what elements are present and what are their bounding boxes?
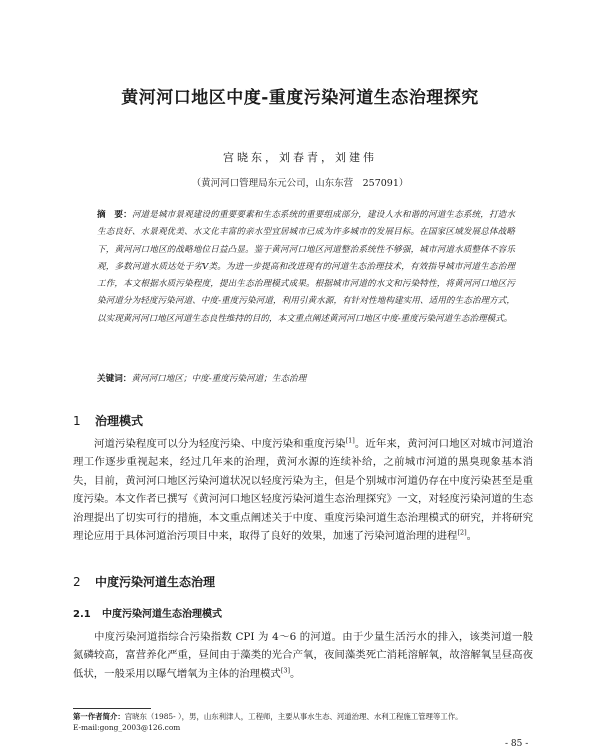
paragraph-text: 。近年来，黄河河口地区对城市河道治理工作逐步重视起来，经过几年来的治理，黄河水源的连续补给，之前城市河道的黑臭现象基本消失，目前，黄河河口地区污染河道状况以轻度污染为主，但是个别城市河道仍存在中度污染甚至是重度污染。本文作者已撰写《黄河河口地区轻度污染河道生态治理探究》一文，对轻度污染河道的生态治理提出了切实可行的措施，本文重点阐述关于中度、重度污染河道生态治理模式的研究，并将研究理论应用于具体河道治污项目中来，取得了良好的效果，加速了污染河道治理的进程	[73, 438, 533, 543]
paragraph-text: 。	[466, 530, 478, 543]
footnote-text: 宫晓东（1985- ），男，山东利津人，工程师，主要从事水生态、河道治理、水利工程施工管理等工作。	[124, 712, 463, 721]
citation: [2]	[457, 528, 467, 537]
paper-authors: 宫晓东，刘春青，刘建伟	[223, 151, 377, 164]
section-2-number: 2	[73, 575, 81, 589]
paper-title: 黄河河口地区中度-重度污染河道生态治理探究	[121, 88, 479, 108]
paragraph-text: 。	[290, 667, 301, 680]
citation: [3]	[280, 666, 291, 675]
abstract-text: 河道是城市景观建设的重要要素和生态系统的重要组成部分，建设人水和谐的河道生态系统，打造水生态良好、水景观优美、水文化丰富的亲水型宜居城市已成为许多城市的发展目标。在国家区域发展总体战略下，黄河河口地区的战略地位日益凸显。鉴于黄河河口地区河道整治系统性不够强，城市河道水质整体不容乐观，多数河道水质达处于劣Ⅴ类。为进一步提高和改进现有的河道生态治理技术，有效指导城市河道生态治理工作，本文根据水质污染程度，提出生态治理模式成果。根据城市河道的水文和污染特性，将黄河河口地区污染河道分为轻度污染河道、中度-重度污染河道，利用引黄水源，有针对性地构建实用、适用的生态治理方式，以实现黄河河口地区河道生态良性维持的目的，本文重点阐述黄河河口地区中度-重度污染河道生态治理模式。	[97, 210, 515, 324]
keywords-text: 黄河河口地区；中度-重度污染河道；生态治理	[131, 374, 307, 384]
footnote-divider	[73, 708, 151, 709]
section-1-heading	[73, 412, 143, 429]
section-1-number: 1	[73, 414, 81, 428]
section-2-title: 中度污染河道生态治理	[95, 575, 216, 589]
footnote-email: E-mail:gong_2003@126.com	[73, 723, 181, 732]
footnote-label: 第一作者简介：	[73, 712, 125, 721]
footnote	[73, 711, 543, 733]
section-1-title: 治理模式	[95, 414, 144, 428]
citation: [1]	[345, 436, 355, 445]
paragraph-text: 中度污染河道指综合污染指数 CPI 为 4～6 的河道。由于少量生活污水的排入，该类河道一般氮磷较高，富营养化严重，昼间由于藻类的光合产氧，夜间藻类死亡消耗溶解氧，故溶解氧呈昼高夜低状，一般采用以曝气增氧为主体的治理模式	[73, 631, 533, 680]
section-1-paragraph	[73, 435, 533, 545]
paragraph-text: 河道污染程度可以分为轻度污染、中度污染和重度污染	[94, 438, 346, 450]
keywords	[97, 372, 515, 384]
paper-affiliation: （黄河河口管理局东元公司，山东东营 257091）	[191, 178, 409, 189]
abstract-label: 摘 要：	[97, 210, 132, 220]
section-2-1-number: 2.1	[73, 609, 91, 620]
section-2-1-title: 中度污染河道生态治理模式	[102, 609, 222, 620]
abstract	[97, 207, 515, 328]
section-2-1-paragraph	[73, 628, 533, 683]
section-2-heading	[73, 573, 215, 590]
section-2-1-heading	[73, 605, 222, 620]
page-number: - 85 -	[505, 739, 529, 749]
keywords-label: 关键词：	[97, 374, 132, 384]
